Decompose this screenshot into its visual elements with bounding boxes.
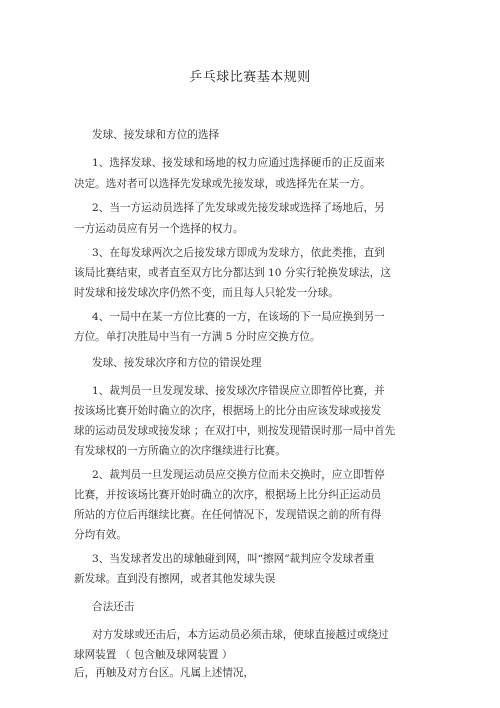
paragraph-line: 方位。单打决胜局中当有一方满 5 分时应交换方位。 (74, 331, 321, 343)
paragraph-line: 1、裁判员一旦发现发球、接发球次序错误应立即暂停比赛，并 (92, 385, 385, 397)
paragraph-line: 有发球权的一方所确立的次序继续进行比赛。 (74, 445, 286, 457)
paragraph-line: 1、选择发球、接发球和场地的权力应通过选择硬币的正反面来 (92, 157, 385, 169)
section-heading: 发球、接发球和方位的选择 (92, 129, 220, 141)
paragraph-line: 3、当发球者发出的球触碰到网，叫“擦网”裁判应令发球者重 (92, 553, 375, 565)
paragraph-line: 一方运动员应有另一个选择的权力。 (74, 223, 244, 235)
paragraph-line: 决定。选对者可以选择先发球或先接发球，或选择先在某一方。 (74, 178, 371, 190)
paragraph-line: 时发球和接发球次序仍然不变，而且每人只轮发一分球。 (74, 287, 339, 299)
paragraph-line: 对方发球或还击后，本方运动员必须击球，使球直接越过或绕过 (92, 629, 389, 641)
paragraph-line: 比赛，并按该场比赛开始时确立的次序，根据场上比分纠正运动员 (74, 489, 382, 501)
paragraph-line: 新发球。直到没有擦网，或者其他发球失误 (74, 573, 276, 585)
paragraph-line: 3、在每发球两次之后接发球方即成为发球方，依此类推，直到 (92, 247, 385, 259)
paragraph-line: 该局比赛结束，或者直至双方比分都达到 10 分实行轮换发球法，这 (74, 267, 391, 279)
paragraph-line: 2、裁判员一旦发现运动员应交换方位而未交换时，应立即暂停 (92, 469, 385, 481)
paragraph-line: 球的运动员发球或接发球 ；在双打中，则按发现错误时那一局中首先 (74, 425, 396, 437)
paragraph-line: 2、当一方运动员选择了先发球或先接发球或选择了场地后，另 (92, 202, 385, 214)
paragraph-line: 4、一局中在某一方位比赛的一方，在该场的下一局应换到另一 (92, 311, 385, 323)
paragraph-line: 球网装置 （ 包含触及球网装置 ） (74, 649, 233, 661)
paragraph-line: 分均有效。 (74, 529, 127, 541)
paragraph-line: 所站的方位后再继续比赛。在任何情况下，发现错误之前的所有得 (74, 509, 382, 521)
section-heading: 发球、接发球次序和方位的错误处理 (92, 357, 262, 369)
paragraph-line: 后，再触及对方台区。凡属上述情况， (74, 667, 255, 679)
section-heading: 合法还击 (92, 601, 135, 613)
document-title: 乒乓球比赛基本规则 (189, 70, 311, 85)
paragraph-line: 按该场比赛开始时确立的次序，根据场上的比分由应该发球或接发 (74, 405, 382, 417)
